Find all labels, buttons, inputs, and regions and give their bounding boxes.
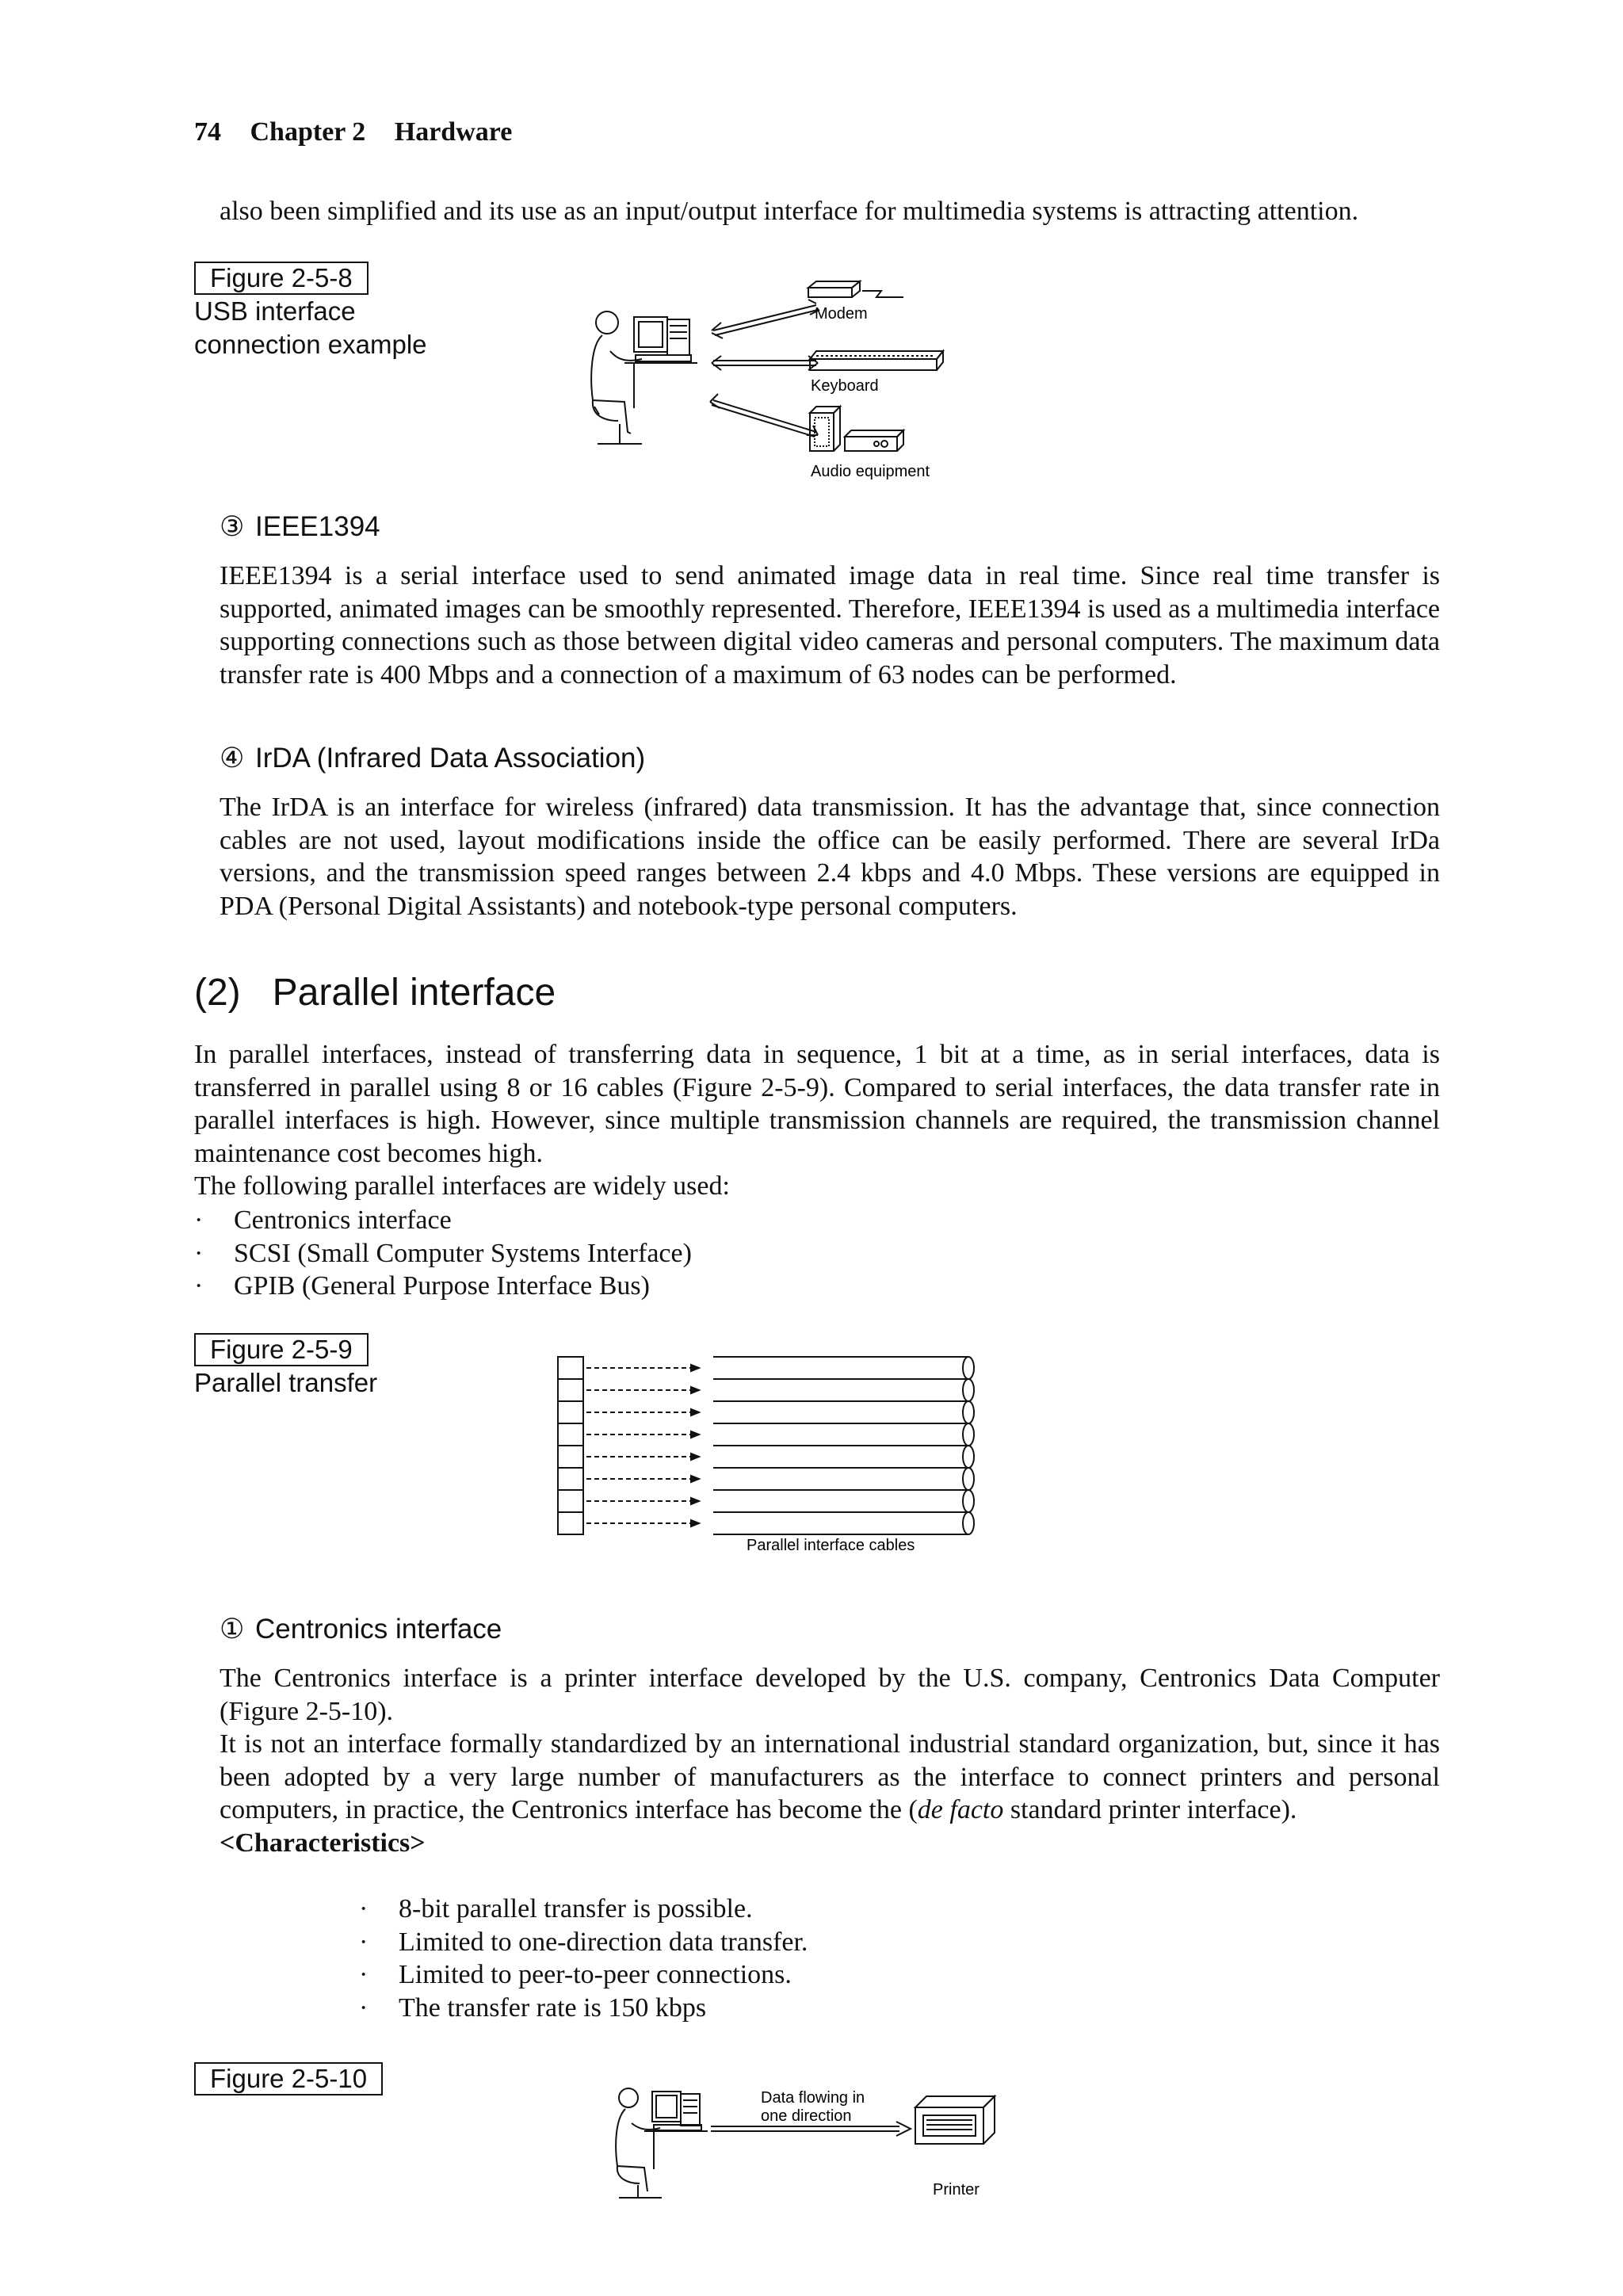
cable-end [963,1401,974,1423]
bit-cell [558,1512,583,1534]
bit-cell [558,1468,583,1490]
page-number: 74 [194,117,221,147]
circled-number: ③ [220,511,245,542]
bit-cell [558,1446,583,1468]
figure-caption: USB interface [194,296,356,326]
bit-register [558,1357,583,1534]
keyboard-icon [810,351,943,370]
bit-arrows [586,1365,699,1526]
bit-arrow-head [691,1365,699,1371]
figure-number: Figure 2-5-8 [194,262,369,295]
figure-2-5-9-label [194,1333,377,1400]
printer-icon [915,2096,995,2144]
bit-cell [558,1490,583,1512]
audio-equipment-icon [810,407,903,451]
centronics-heading [220,1614,502,1645]
cable-end [963,1490,974,1512]
bit-cell [558,1401,583,1423]
ieee1394-heading [220,511,380,543]
person-at-computer-icon [616,2088,708,2198]
intro-paragraph: also been simplified and its use as an input/output interface for multimedia systems is attracting attention. [220,197,1359,226]
centronics-paragraph: The Centronics interface is a printer interface developed by the U.S. company, Centronics Data Computer (Figure 2-5-10). It is not an interface formally standardized by an international industrial standard organization, but, since it has been adopted by a very large number of manufacturers as the interface to connect printers and personal computers, in practice, the Centronics interface has become the (de facto standard printer interface). <Characteristics> [220,1662,1440,1859]
parallel-cables [713,1357,974,1534]
list-item: · Limited to one-direction data transfer. [359,1927,808,1957]
characteristics-heading: <Characteristics> [220,1828,426,1858]
centronics-paragraph-2: It is not an interface formally standardized by an international industrial standard organization, but, since it has been adopted by a very large number of manufacturers as the interface to connect printers and personal computers, in practice, the Centronics interface has become the (de facto standard printer interface). [220,1729,1440,1824]
bit-arrow-head [691,1476,699,1482]
list-item: · Limited to peer-to-peer connections. [359,1960,792,1989]
chapter-title: Hardware [394,117,513,147]
printer-label: Printer [933,2181,980,2199]
flow-label: Data flowing in [761,2089,865,2107]
list-item: · Centronics interface [194,1205,452,1235]
figure-number: Figure 2-5-9 [194,1333,369,1366]
bit-arrow-head [691,1409,699,1415]
figure-caption: connection example [194,330,427,359]
bit-arrow-head [691,1431,699,1438]
cable-end [963,1468,974,1490]
list-item: · GPIB (General Purpose Interface Bus) [194,1271,650,1301]
list-item: · SCSI (Small Computer Systems Interface) [194,1238,692,1268]
parallel-transfer-diagram [555,1347,999,1561]
cable-end [963,1357,974,1379]
bit-cell [558,1357,583,1379]
bit-arrow-head [691,1498,699,1504]
modem-label: Modem [815,305,868,323]
list-item: · 8-bit parallel transfer is possible. [359,1894,753,1924]
connection-arrows [710,300,819,437]
modem-icon [808,281,903,297]
page-header [194,117,512,147]
list-intro: The following parallel interfaces are widely used: [194,1171,730,1201]
centronics-diagram [606,2080,1002,2199]
subheading-title: IEEE1394 [255,511,380,542]
section-number: (2) [194,972,241,1014]
cable-end [963,1423,974,1446]
figure-number: Figure 2-5-10 [194,2062,383,2095]
audio-equipment-label: Audio equipment [811,463,930,480]
bit-arrow-head [691,1454,699,1460]
ieee1394-paragraph: IEEE1394 is a serial interface used to send animated image data in real time. Since real time transfer is supported, animated images can be smoothly represented. Therefore, IEEE1394 is used as a multimedia interface supporting connections such as those between digital video cameras and personal computers. The maximum data transfer rate is 400 Mbps and a connection of a maximum of 63 nodes can be performed. [220,561,1440,690]
chapter-label: Chapter 2 [250,117,366,147]
section-title: Parallel interface [272,972,556,1014]
list-item: · The transfer rate is 150 kbps [359,1992,707,2023]
circled-number: ① [220,1614,245,1645]
parallel-paragraph: In parallel interfaces, instead of transferring data in sequence, 1 bit at a time, as in serial interfaces, data is transferred in parallel using 8 or 16 cables (Figure 2-5-9). Compared to serial interfaces, the data transfer rate in parallel interfaces is high. However, since multiple transmission channels are required, the transmission channel maintenance cost becomes high. The following parallel interfaces are widely used: [194,1038,1440,1203]
characteristics-list [359,1893,1191,2024]
cable-end [963,1446,974,1468]
cable-label: Parallel interface cables [747,1537,915,1554]
bit-cell [558,1423,583,1446]
flow-label: one direction [761,2107,852,2125]
cable-end [963,1379,974,1401]
cable-end [963,1512,974,1534]
subheading-title: Centronics interface [255,1614,502,1645]
parallel-interface-list [194,1204,1185,1303]
figure-2-5-8-label [194,262,427,361]
figure-2-5-10-label [194,2062,383,2095]
irda-paragraph: The IrDA is an interface for wireless (infrared) data transmission. It has the advantage that, since connection cables are not used, layout modifications inside the office can be easily performed. There are several IrDa versions, and the transmission speed ranges between 2.4 kbps and 4.0 Mbps. These versions are equipped in PDA (Personal Digital Assistants) and notebook-type personal computers. [220,793,1440,921]
parallel-section-heading [194,971,556,1014]
circled-number: ④ [220,743,245,774]
bit-cell [558,1379,583,1401]
bit-arrow-head [691,1520,699,1526]
bit-arrow-head [691,1387,699,1393]
subheading-title: IrDA (Infrared Data Association) [255,743,646,774]
person-at-computer-icon [591,311,697,444]
keyboard-label: Keyboard [811,377,879,395]
irda-heading [220,743,645,774]
usb-connection-diagram [579,273,959,491]
figure-caption: Parallel transfer [194,1368,378,1397]
